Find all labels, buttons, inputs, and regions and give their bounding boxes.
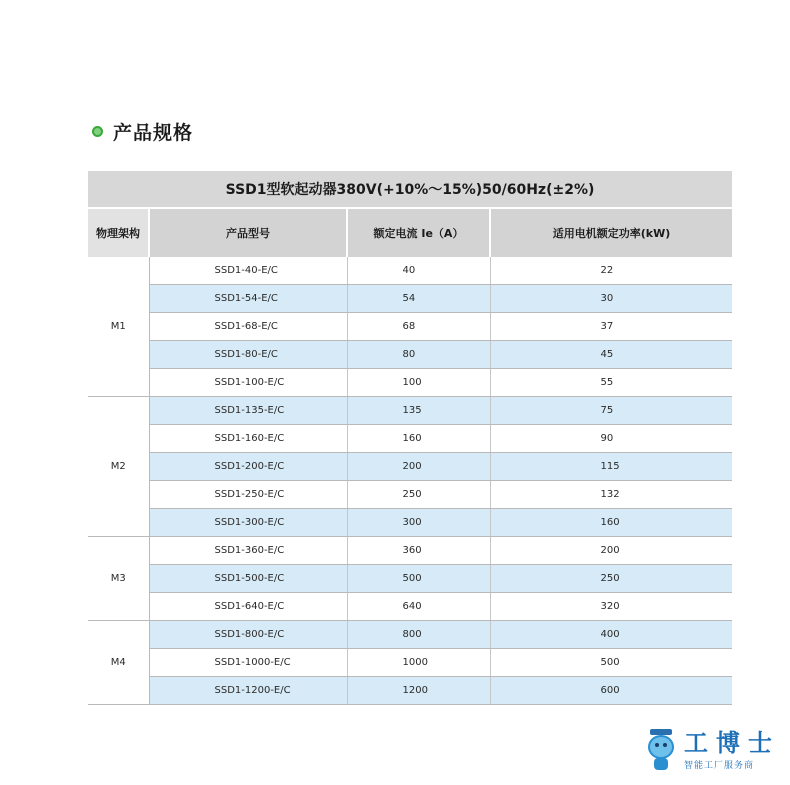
table-row bbox=[88, 649, 732, 677]
current-cell: 40 bbox=[347, 257, 490, 285]
model-cell: SSD1-200-E/C bbox=[149, 453, 347, 481]
column-header-power: 适用电机额定功率(kW) bbox=[490, 208, 732, 257]
current-cell: 135 bbox=[347, 397, 490, 425]
table-row bbox=[88, 341, 732, 369]
table-row bbox=[88, 453, 732, 481]
table-row bbox=[88, 257, 732, 285]
current-cell: 80 bbox=[347, 341, 490, 369]
current-cell: 1200 bbox=[347, 677, 490, 705]
power-cell: 115 bbox=[490, 453, 732, 481]
power-cell: 132 bbox=[490, 481, 732, 509]
table-title: SSD1型软起动器380V(+10%～15%)50/60Hz(±2%) bbox=[88, 171, 732, 208]
brand-logo bbox=[644, 729, 780, 771]
model-cell: SSD1-100-E/C bbox=[149, 369, 347, 397]
current-cell: 250 bbox=[347, 481, 490, 509]
current-cell: 300 bbox=[347, 509, 490, 537]
power-cell: 45 bbox=[490, 341, 732, 369]
model-cell: SSD1-1000-E/C bbox=[149, 649, 347, 677]
current-cell: 800 bbox=[347, 621, 490, 649]
model-cell: SSD1-300-E/C bbox=[149, 509, 347, 537]
power-cell: 400 bbox=[490, 621, 732, 649]
frame-cell: M3 bbox=[88, 537, 149, 621]
table-row bbox=[88, 593, 732, 621]
column-header-current: 额定电流 Ie（A） bbox=[347, 208, 490, 257]
table-row bbox=[88, 537, 732, 565]
section-heading bbox=[92, 118, 193, 145]
model-cell: SSD1-54-E/C bbox=[149, 285, 347, 313]
frame-cell: M1 bbox=[88, 257, 149, 397]
logo-name: 工博士 bbox=[684, 727, 780, 757]
current-cell: 1000 bbox=[347, 649, 490, 677]
table-row bbox=[88, 397, 732, 425]
current-cell: 640 bbox=[347, 593, 490, 621]
table-row bbox=[88, 313, 732, 341]
current-cell: 68 bbox=[347, 313, 490, 341]
table-row bbox=[88, 285, 732, 313]
power-cell: 600 bbox=[490, 677, 732, 705]
model-cell: SSD1-1200-E/C bbox=[149, 677, 347, 705]
power-cell: 500 bbox=[490, 649, 732, 677]
table-row bbox=[88, 369, 732, 397]
current-cell: 360 bbox=[347, 537, 490, 565]
power-cell: 22 bbox=[490, 257, 732, 285]
model-cell: SSD1-250-E/C bbox=[149, 481, 347, 509]
table-body bbox=[88, 257, 732, 705]
power-cell: 250 bbox=[490, 565, 732, 593]
current-cell: 54 bbox=[347, 285, 490, 313]
power-cell: 30 bbox=[490, 285, 732, 313]
model-cell: SSD1-500-E/C bbox=[149, 565, 347, 593]
current-cell: 160 bbox=[347, 425, 490, 453]
robot-mascot-icon bbox=[644, 729, 678, 771]
section-title: 产品规格 bbox=[113, 122, 194, 144]
model-cell: SSD1-640-E/C bbox=[149, 593, 347, 621]
table-row bbox=[88, 621, 732, 649]
power-cell: 160 bbox=[490, 509, 732, 537]
column-header-model: 产品型号 bbox=[149, 208, 347, 257]
power-cell: 320 bbox=[490, 593, 732, 621]
green-bullet-icon bbox=[92, 126, 103, 137]
column-header-frame: 物理架构 bbox=[88, 208, 149, 257]
frame-cell: M4 bbox=[88, 621, 149, 705]
model-cell: SSD1-68-E/C bbox=[149, 313, 347, 341]
spec-table bbox=[88, 171, 732, 705]
logo-tagline: 智能工厂服务商 bbox=[684, 760, 755, 771]
current-cell: 100 bbox=[347, 369, 490, 397]
current-cell: 200 bbox=[347, 453, 490, 481]
table-row bbox=[88, 481, 732, 509]
model-cell: SSD1-80-E/C bbox=[149, 341, 347, 369]
table-row bbox=[88, 425, 732, 453]
model-cell: SSD1-135-E/C bbox=[149, 397, 347, 425]
model-cell: SSD1-800-E/C bbox=[149, 621, 347, 649]
power-cell: 90 bbox=[490, 425, 732, 453]
power-cell: 75 bbox=[490, 397, 732, 425]
model-cell: SSD1-40-E/C bbox=[149, 257, 347, 285]
power-cell: 37 bbox=[490, 313, 732, 341]
current-cell: 500 bbox=[347, 565, 490, 593]
power-cell: 55 bbox=[490, 369, 732, 397]
power-cell: 200 bbox=[490, 537, 732, 565]
table-row bbox=[88, 509, 732, 537]
table-row bbox=[88, 677, 732, 705]
model-cell: SSD1-160-E/C bbox=[149, 425, 347, 453]
table-row bbox=[88, 565, 732, 593]
model-cell: SSD1-360-E/C bbox=[149, 537, 347, 565]
frame-cell: M2 bbox=[88, 397, 149, 537]
